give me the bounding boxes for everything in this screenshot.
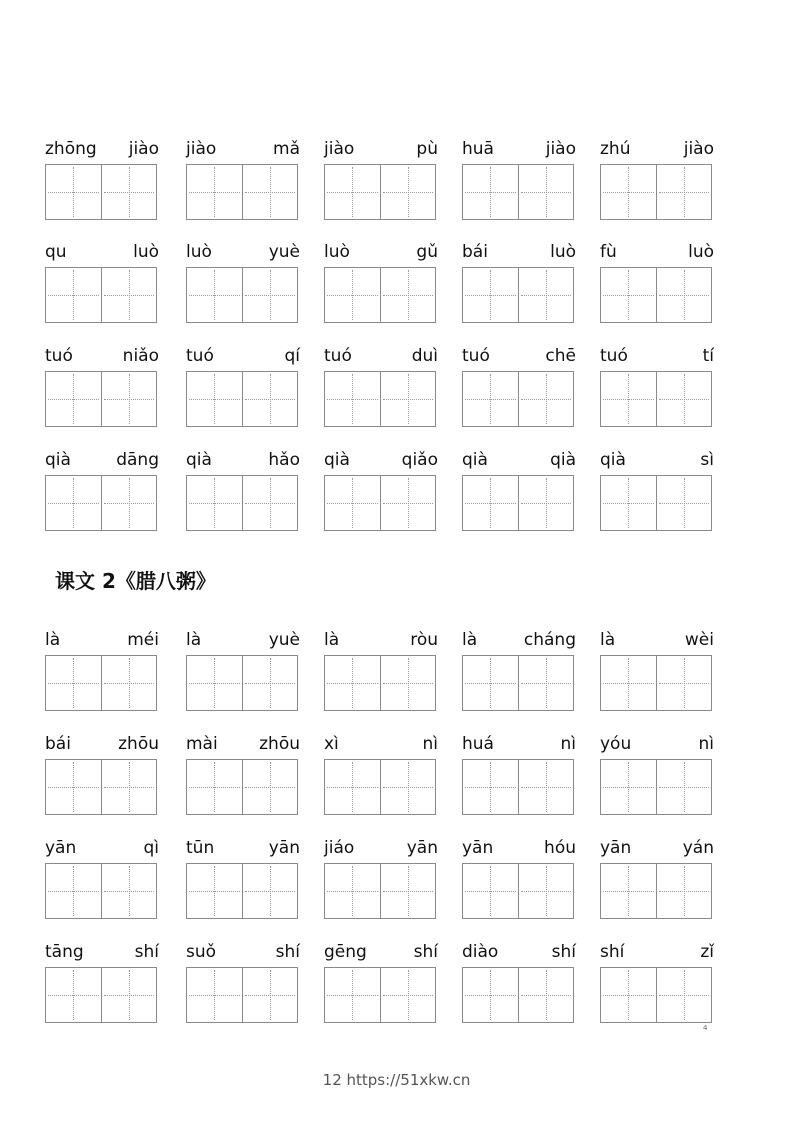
writing-cell [187,372,242,426]
pinyin-label [462,941,576,963]
pinyin-syllable: chē [545,346,576,366]
pinyin-syllable: qià [600,450,626,470]
pinyin-label [600,345,714,367]
pinyin-label [600,241,714,263]
writing-cell [656,476,712,530]
pinyin-label [186,733,300,755]
pinyin-label [462,837,576,859]
pinyin-syllable: dāng [116,450,159,470]
writing-cell [601,656,656,710]
pinyin-syllable: jiào [683,139,714,159]
writing-boxes [462,655,574,711]
pinyin-label [186,837,300,859]
pinyin-label [186,941,300,963]
pinyin-label [186,629,300,651]
pinyin-label [324,449,438,471]
writing-boxes [45,164,157,220]
writing-boxes [45,371,157,427]
writing-boxes [600,655,712,711]
pinyin-syllable: huá [462,734,494,754]
pinyin-syllable: ròu [410,630,438,650]
writing-boxes [462,164,574,220]
pinyin-syllable: nì [422,734,438,754]
pinyin-syllable: pù [416,139,438,159]
writing-cell [242,656,298,710]
pinyin-label [45,837,159,859]
pinyin-syllable: hǎo [268,450,300,470]
pinyin-label [324,241,438,263]
pinyin-syllable: xì [324,734,339,754]
pinyin-label [45,241,159,263]
writing-cell [463,476,518,530]
pinyin-syllable: là [186,630,202,650]
pinyin-syllable: zhōu [259,734,300,754]
writing-cell [601,165,656,219]
writing-cell [242,968,298,1022]
pinyin-syllable: jiào [186,139,217,159]
writing-cell [325,656,380,710]
pinyin-syllable: luò [133,242,159,262]
writing-cell [380,760,436,814]
pinyin-syllable: shí [551,942,576,962]
writing-cell [463,968,518,1022]
writing-cell [518,268,574,322]
pinyin-label [462,138,576,160]
pinyin-label [324,941,438,963]
writing-cell [187,268,242,322]
pinyin-syllable: shí [275,942,300,962]
writing-cell [601,760,656,814]
writing-cell [242,864,298,918]
writing-boxes [324,164,436,220]
writing-cell [101,656,157,710]
pinyin-syllable: yán [682,838,714,858]
pinyin-syllable: tuó [324,346,352,366]
writing-cell [46,864,101,918]
pinyin-syllable: qià [45,450,71,470]
pinyin-syllable: tuó [45,346,73,366]
writing-cell [601,968,656,1022]
writing-boxes [186,759,298,815]
writing-boxes [324,759,436,815]
writing-cell [601,268,656,322]
writing-cell [46,760,101,814]
pinyin-syllable: nì [560,734,576,754]
writing-cell [518,864,574,918]
pinyin-syllable: duì [411,346,438,366]
pinyin-label [462,733,576,755]
pinyin-syllable: là [462,630,478,650]
pinyin-syllable: shí [134,942,159,962]
writing-cell [463,165,518,219]
pinyin-label [324,629,438,651]
writing-cell [656,864,712,918]
writing-cell [463,760,518,814]
writing-cell [187,165,242,219]
pinyin-syllable: jiào [545,139,576,159]
writing-cell [187,864,242,918]
pinyin-syllable: yóu [600,734,632,754]
writing-cell [601,476,656,530]
pinyin-label [186,138,300,160]
writing-cell [656,165,712,219]
pinyin-label [324,837,438,859]
pinyin-syllable: tāng [45,942,84,962]
pinyin-syllable: zhōng [45,139,97,159]
writing-cell [518,968,574,1022]
writing-boxes [600,863,712,919]
writing-cell [101,268,157,322]
pinyin-syllable: zhōu [118,734,159,754]
pinyin-syllable: qià [462,450,488,470]
writing-boxes [462,267,574,323]
pinyin-syllable: qià [186,450,212,470]
pinyin-syllable: jiáo [324,838,355,858]
pinyin-syllable: zǐ [700,942,714,962]
writing-cell [380,372,436,426]
pinyin-label [600,733,714,755]
pinyin-syllable: suǒ [186,942,217,962]
writing-boxes [324,475,436,531]
pinyin-syllable: mài [186,734,218,754]
pinyin-label [186,449,300,471]
writing-cell [325,268,380,322]
pinyin-syllable: luò [688,242,714,262]
pinyin-syllable: gēng [324,942,367,962]
writing-cell [101,864,157,918]
writing-cell [518,476,574,530]
writing-cell [463,864,518,918]
pinyin-label [324,733,438,755]
writing-boxes [600,475,712,531]
writing-cell [380,165,436,219]
pinyin-syllable: jiào [128,139,159,159]
pinyin-syllable: nì [698,734,714,754]
pinyin-syllable: luò [324,242,350,262]
pinyin-syllable: shí [413,942,438,962]
pinyin-label [186,345,300,367]
pinyin-syllable: qí [284,346,300,366]
writing-cell [187,656,242,710]
writing-boxes [462,967,574,1023]
pinyin-syllable: zhú [600,139,631,159]
writing-cell [325,165,380,219]
writing-boxes [45,475,157,531]
pinyin-syllable: yuè [268,242,300,262]
pinyin-syllable: gǔ [416,242,438,262]
writing-boxes [324,967,436,1023]
writing-boxes [45,759,157,815]
writing-cell [656,760,712,814]
writing-boxes [600,267,712,323]
pinyin-syllable: yān [600,838,632,858]
writing-cell [380,476,436,530]
pinyin-syllable: qu [45,242,67,262]
writing-boxes [186,475,298,531]
writing-cell [656,968,712,1022]
writing-cell [242,372,298,426]
pinyin-label [45,345,159,367]
writing-cell [187,760,242,814]
section-2-heading: 课文 2《腊八粥》 [55,569,216,593]
writing-boxes [324,371,436,427]
writing-boxes [600,371,712,427]
writing-boxes [324,655,436,711]
writing-boxes [186,863,298,919]
pinyin-syllable: luò [186,242,212,262]
pinyin-label [45,138,159,160]
pinyin-syllable: bái [45,734,71,754]
pinyin-syllable: niǎo [122,346,159,366]
pinyin-label [462,241,576,263]
writing-boxes [186,655,298,711]
pinyin-syllable: qià [550,450,576,470]
writing-cell [518,656,574,710]
writing-boxes [186,267,298,323]
writing-cell [656,656,712,710]
pinyin-syllable: mǎ [273,139,300,159]
writing-boxes [45,863,157,919]
writing-boxes [45,967,157,1023]
writing-boxes [324,863,436,919]
writing-cell [463,268,518,322]
pinyin-syllable: yān [45,838,77,858]
writing-cell [380,268,436,322]
writing-cell [101,165,157,219]
pinyin-syllable: là [324,630,340,650]
writing-boxes [45,267,157,323]
pinyin-label [45,941,159,963]
writing-cell [46,165,101,219]
writing-cell [325,864,380,918]
writing-cell [46,656,101,710]
pinyin-label [462,345,576,367]
writing-boxes [324,267,436,323]
pinyin-syllable: tuó [186,346,214,366]
pinyin-syllable: sì [700,450,714,470]
writing-cell [242,165,298,219]
writing-cell [380,656,436,710]
pinyin-syllable: tuó [462,346,490,366]
writing-cell [46,476,101,530]
writing-boxes [462,475,574,531]
pinyin-syllable: huā [462,139,494,159]
writing-cell [187,968,242,1022]
writing-cell [46,372,101,426]
writing-cell [380,968,436,1022]
pinyin-label [600,449,714,471]
writing-cell [242,476,298,530]
pinyin-syllable: tuó [600,346,628,366]
pinyin-syllable: yuè [268,630,300,650]
writing-boxes [45,655,157,711]
pinyin-syllable: wèi [684,630,714,650]
pinyin-syllable: fù [600,242,617,262]
pinyin-label [45,733,159,755]
writing-cell [380,864,436,918]
writing-boxes [462,863,574,919]
writing-boxes [186,967,298,1023]
writing-cell [601,864,656,918]
pinyin-syllable: yān [462,838,494,858]
writing-cell [325,372,380,426]
pinyin-syllable: jiào [324,139,355,159]
pinyin-syllable: tūn [186,838,215,858]
writing-cell [101,968,157,1022]
writing-cell [656,372,712,426]
pinyin-syllable: méi [127,630,159,650]
pinyin-label [324,138,438,160]
pinyin-syllable: luò [550,242,576,262]
pinyin-label [186,241,300,263]
pinyin-label [45,449,159,471]
writing-cell [518,760,574,814]
writing-cell [325,476,380,530]
writing-boxes [462,371,574,427]
writing-cell [463,372,518,426]
pinyin-label [462,629,576,651]
writing-cell [518,372,574,426]
pinyin-syllable: shí [600,942,625,962]
pinyin-syllable: là [600,630,616,650]
pinyin-label [600,941,714,963]
writing-boxes [186,164,298,220]
writing-cell [242,760,298,814]
pinyin-syllable: qì [143,838,159,858]
writing-boxes [462,759,574,815]
pinyin-syllable: yān [268,838,300,858]
writing-cell [463,656,518,710]
pinyin-label [45,629,159,651]
pinyin-label [600,138,714,160]
writing-cell [518,165,574,219]
pinyin-syllable: qiǎo [401,450,438,470]
writing-cell [601,372,656,426]
pinyin-syllable: là [45,630,61,650]
page-footer: 12 https://51xkw.cn [322,1071,471,1089]
pinyin-label [324,345,438,367]
pinyin-syllable: tí [702,346,714,366]
pinyin-label [600,837,714,859]
writing-boxes [186,371,298,427]
pinyin-syllable: hóu [544,838,576,858]
pinyin-syllable: diào [462,942,499,962]
writing-cell [101,760,157,814]
pinyin-syllable: yān [406,838,438,858]
writing-cell [242,268,298,322]
page-corner-mark: 4 [703,1024,708,1032]
writing-cell [46,968,101,1022]
writing-boxes [600,759,712,815]
writing-cell [101,476,157,530]
pinyin-label [462,449,576,471]
writing-boxes [600,967,712,1023]
writing-cell [46,268,101,322]
writing-cell [101,372,157,426]
writing-cell [325,760,380,814]
pinyin-syllable: bái [462,242,488,262]
pinyin-label [600,629,714,651]
pinyin-syllable: qià [324,450,350,470]
writing-cell [656,268,712,322]
writing-cell [187,476,242,530]
writing-cell [325,968,380,1022]
pinyin-syllable: cháng [523,630,576,650]
writing-boxes [600,164,712,220]
